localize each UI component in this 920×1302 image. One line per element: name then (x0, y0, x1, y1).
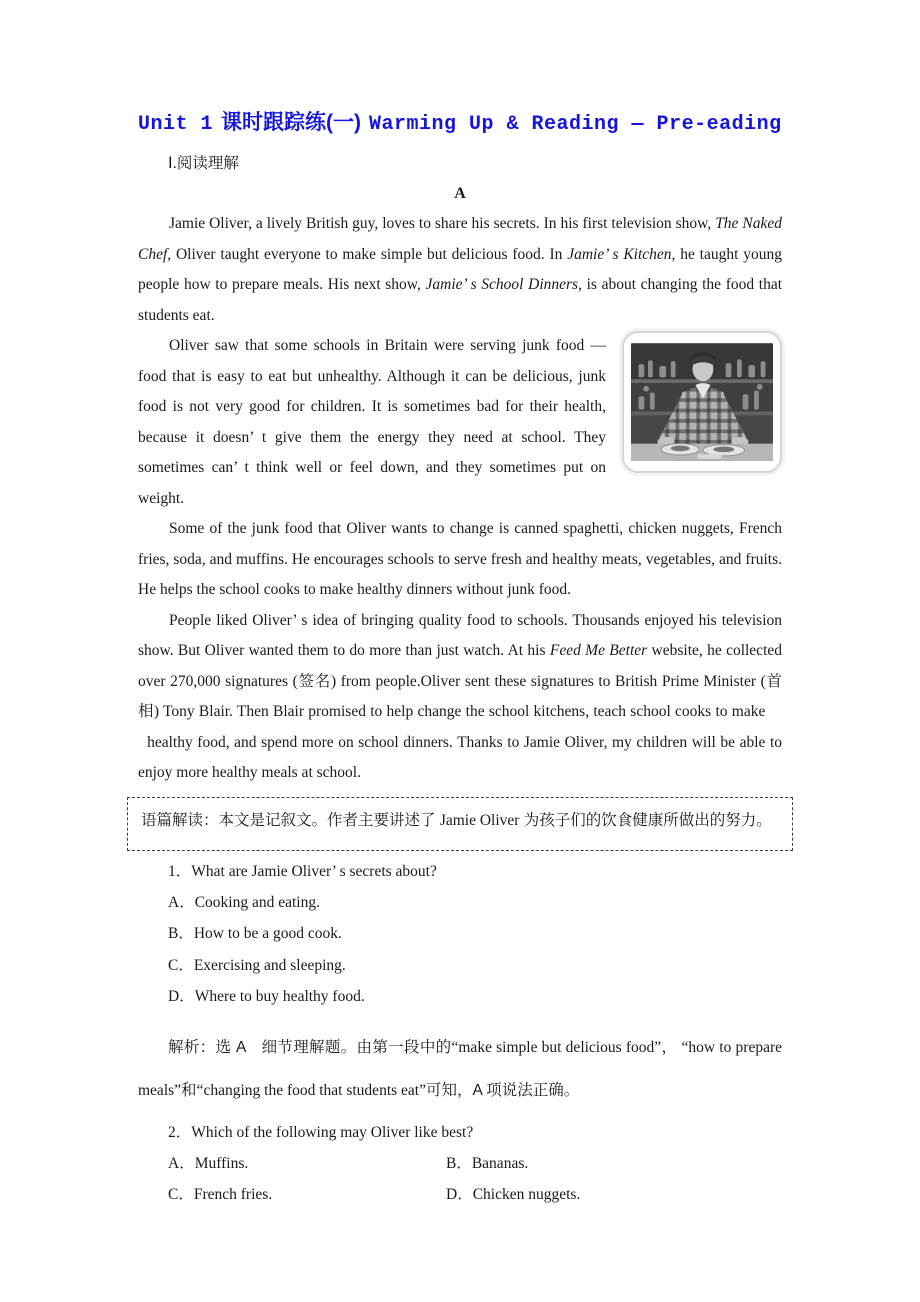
question-2-number: 2． (168, 1123, 192, 1141)
feed-me-better-title: Feed Me Better (549, 642, 652, 659)
question-2-stem (168, 1117, 782, 1148)
question-1-number: 1． (168, 862, 192, 880)
page-title (138, 100, 782, 137)
summary-name-en: Jamie Oliver (439, 811, 520, 829)
passage-summary-box (127, 797, 793, 851)
p2-text: Oliver saw that some schools in Britain were serving junk food — food that is easy to eat but unhealthy. Although it can be delicious, junk food is not very good for children. It is sometimes bad for their health, because it doesn’ t give them the energy they need at school. They sometimes can’ t think well or feel down, and they sometimes put on weight. (138, 337, 606, 507)
paragraph-2 (138, 331, 782, 514)
summary-text-cn1: 语篇解读：本文是记叙文。作者主要讲述了 (141, 811, 440, 829)
question-2-options (168, 1148, 782, 1211)
question-2 (168, 1117, 782, 1211)
title-en: Warming Up & Reading — Pre-eading (369, 113, 782, 136)
question-1-option-a[interactable]: A．Cooking and eating. (168, 893, 320, 911)
question-1-stem (168, 856, 782, 887)
question-2-option-c[interactable]: C．French fries. (168, 1186, 273, 1204)
show-title-jamies-kitchen: Jamie’ s Kitchen, (567, 245, 681, 263)
question-2-option-b[interactable]: B．Bananas. (446, 1154, 529, 1172)
show-title-school-dinners: Jamie’ s School Dinners, (425, 276, 587, 293)
question-2-option-d[interactable]: D．Chicken nuggets. (446, 1186, 581, 1204)
p3-text: Some of the junk food that Oliver wants to change is canned spaghetti, chicken nuggets, French fries, soda, and muffins. He encourages schools to serve fresh and healthy meats, vegetables, and fruits. He helps the school cooks to make healthy dinners without junk food. (138, 520, 782, 598)
summary-text-cn2: 为孩子们的饮食健康所做出的努力。 (519, 811, 772, 829)
question-2-option-a[interactable]: A．Muffins. (168, 1154, 249, 1172)
p4-text: People liked Oliver’ s idea of bringing quality food to schools. Thousands enjoyed his television show. But Oliver wanted them to do more than just watch. At his (138, 611, 782, 659)
section-heading: Ⅰ.阅读理解 (168, 155, 239, 172)
paragraph-1: Jamie Oliver, a lively British guy, loves to share his secrets. In his first television show, The Naked Chef, Oliver taught everyone to make simple but delicious food. In Jamie’ s Kitchen, he taught young people how to prepare meals. His next show, Jamie’ s School Dinners, is about changing the food that students eat. (138, 215, 783, 324)
question-1 (168, 856, 782, 1013)
title-unit: Unit 1 (138, 113, 214, 136)
analysis-question-1: 解析：选 A 细节理解题。由第一段中的“make simple but delicious food”， “how to prepare meals”和“changing the food that students eat”可知，A 项说法正确。 (138, 1038, 782, 1099)
jamie-oliver-photo (622, 331, 782, 473)
show-title-naked-chef: The Naked Chef, (138, 215, 782, 263)
kitchen-photo-graphic (631, 340, 773, 464)
passage-label: A (454, 185, 466, 202)
title-cn: 课时跟踪练(一) (221, 111, 362, 134)
question-1-option-c[interactable]: C．Exercising and sleeping. (168, 956, 346, 974)
question-1-option-b[interactable]: B．How to be a good cook. (168, 925, 342, 943)
question-1-option-d[interactable]: D．Where to buy healthy food. (168, 988, 365, 1006)
p1-text: Jamie Oliver, a lively British guy, loves to share his secrets. In his first television show, (169, 215, 716, 232)
question-1-text: What are Jamie Oliver’ s secrets about? (191, 862, 437, 880)
question-2-text: Which of the following may Oliver like best? (191, 1123, 474, 1141)
paragraph-4: People liked Oliver’ s idea of bringing quality food to schools. Thousands enjoyed his television show. But Oliver wanted them to do more than just watch. At his Feed Me Better website, he collected over 270,000 signatures (签名) from people.Oliver sent these signatures to British Prime Minister (首相) Tony Blair. Then Blair promised to help change the school kitchens, teach school cooks to make healthy food, and spend more on school dinners. Thanks to Jamie Oliver, my children will be able to enjoy more healthy meals at school. (138, 611, 783, 781)
paragraph-3 (138, 514, 782, 606)
